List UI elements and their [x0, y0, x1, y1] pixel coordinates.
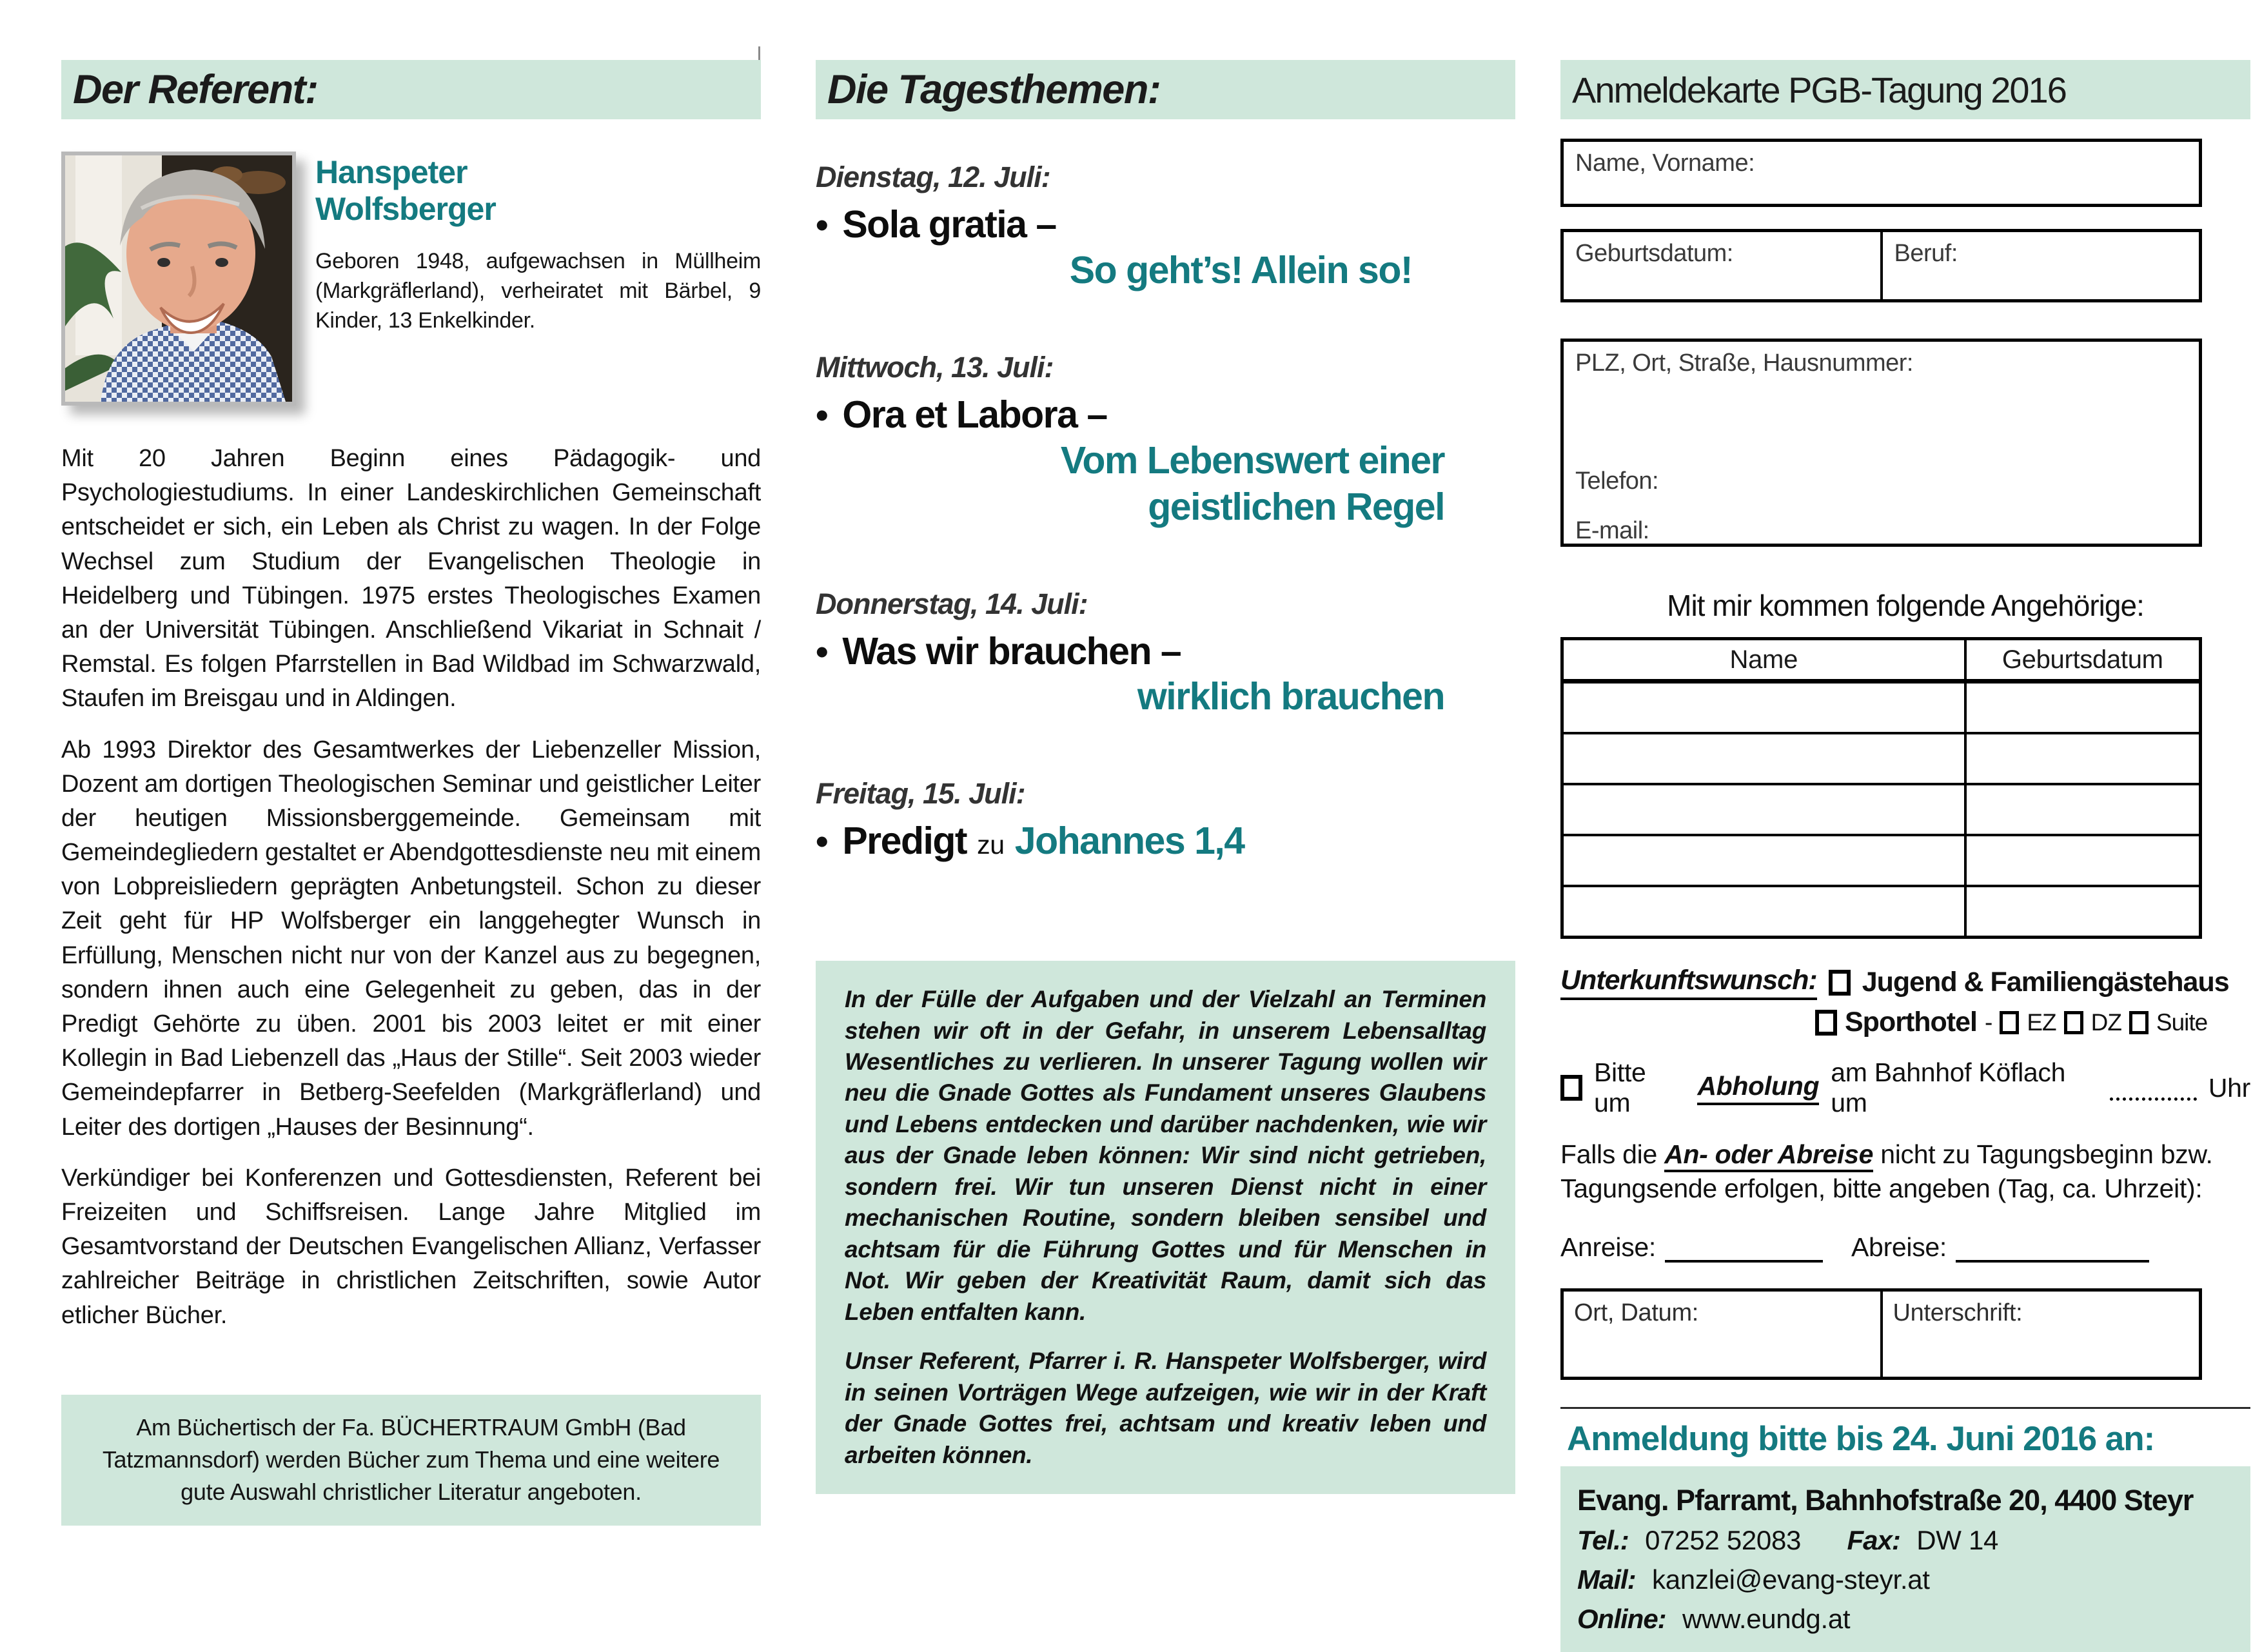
column-header-name: Name [1729, 645, 1798, 674]
day-label-dienstag: Dienstag, 12. Juli: [816, 161, 1050, 193]
referent-intro: Geboren 1948, aufgewachsen in Müllheim (Markgräflerland), verheiratet mit Bärbel, 9 Kinder, 13 Enkelkinder. [315, 249, 761, 333]
checkbox-suite[interactable] [2129, 1011, 2149, 1034]
abholung-unit: Uhr [2208, 1072, 2250, 1103]
option-ez-label: EZ [2027, 1008, 2056, 1036]
name-cell[interactable] [1564, 683, 1964, 732]
name-cell[interactable] [1564, 836, 1964, 885]
unterkunft-line [1560, 965, 2250, 1000]
companions-heading: Mit mir kommen folgende Angehörige: [1667, 589, 2144, 622]
topic-sola-gratia [816, 202, 1515, 248]
day-label-freitag: Freitag, 15. Juli: [816, 777, 1025, 811]
bullet-icon: • [816, 631, 829, 672]
bullet-icon: • [816, 394, 829, 435]
referent-photo [61, 152, 296, 406]
checkbox-dz[interactable] [2064, 1011, 2083, 1034]
checkbox-sporthotel[interactable] [1815, 1010, 1837, 1036]
anab-note-keyword: An- oder Abreise [1664, 1139, 1873, 1172]
topic-subtitle-2: geistlichen Regel [1148, 485, 1444, 528]
mail-value: kanzlei@evang-steyr.at [1652, 1564, 1930, 1595]
name-vorname-label: Name, Vorname: [1575, 150, 1755, 177]
anab-note-pre: Falls die [1560, 1139, 1657, 1169]
name-cell[interactable] [1564, 734, 1964, 783]
topic-subtitle: Vom Lebenswert einer [1060, 438, 1444, 482]
online-label: Online: [1577, 1603, 1666, 1634]
tagesthemen-header: Die Tagesthemen: [827, 67, 1161, 112]
abholung-time-blank[interactable] [2110, 1076, 2197, 1101]
topic-connector: zu [977, 830, 1005, 860]
topic-was-wir-brauchen [816, 629, 1515, 674]
referent-name: Hanspeter Wolfsberger [315, 154, 496, 227]
anmeldekarte-header-bar [1560, 60, 2250, 119]
geburtsdatum-cell[interactable] [1964, 887, 2199, 936]
deadline-heading: Anmeldung bitte bis 24. Juni 2016 an: [1567, 1419, 2155, 1458]
info-paragraph-2: Unser Referent, Pfarrer i. R. Hanspeter Wolfsberger, wird in seinen Vorträgen Wege aufzeigen, wie wir in der Kraft der Gnade Gottes frei, achtsam und kreativ leben und arbeiten können. [845, 1348, 1486, 1468]
referent-header: Der Referent: [73, 67, 318, 112]
anreise-abreise-line [1560, 1232, 2250, 1263]
day-label-mittwoch: Mittwoch, 13. Juli: [816, 350, 1054, 384]
name-cell[interactable] [1564, 887, 1964, 936]
tel-label: Tel.: [1577, 1524, 1629, 1555]
ort-datum-field[interactable] [1564, 1292, 1880, 1377]
topic-title: Predigt [842, 820, 967, 863]
contact-mail-line [1577, 1560, 2234, 1600]
name-vorname-field[interactable] [1560, 139, 2202, 207]
geburtsdatum-label: Geburtsdatum: [1575, 240, 1733, 267]
topic-title: Was wir brauchen – [842, 629, 1181, 673]
topic-subtitle: wirklich brauchen [1137, 675, 1444, 718]
fax-label: Fax: [1847, 1524, 1900, 1555]
adresse-label: PLZ, Ort, Straße, Hausnummer: [1575, 349, 1913, 377]
mail-label: Mail: [1577, 1564, 1636, 1595]
option-dz-label: DZ [2090, 1008, 2121, 1036]
topic-subtitle: So geht’s! Allein so! [1069, 248, 1412, 291]
abholung-line [1560, 1057, 2250, 1118]
table-row [1564, 783, 2199, 834]
abholung-text-pre: Bitte um [1594, 1057, 1646, 1117]
online-value: www.eundg.at [1682, 1603, 1851, 1634]
unterkunft-label: Unterkunftswunsch: [1560, 965, 1817, 1000]
book-table-note: Am Büchertisch der Fa. BÜCHERTRAUM GmbH (Bad Tatzmannsdorf) werden Bücher zum Thema und eine weitere gute Auswahl christlicher Literatur angeboten. [61, 1395, 761, 1526]
geburtsdatum-beruf-fields [1560, 229, 2202, 302]
table-row [1564, 834, 2199, 885]
companions-table-header [1564, 640, 2199, 683]
abholung-keyword: Abholung [1697, 1071, 1819, 1105]
topic-title: Ora et Labora – [842, 393, 1107, 436]
sporthotel-dash: - [1984, 1008, 1992, 1036]
anmeldekarte-column [1560, 60, 2250, 1652]
table-row [1564, 683, 2199, 732]
ort-datum-label: Ort, Datum: [1574, 1299, 1699, 1326]
referent-header-bar [61, 60, 761, 119]
contact-address: Evang. Pfarramt, Bahnhofstraße 20, 4400 Steyr [1577, 1483, 2194, 1517]
referent-paragraph-3: Verkündiger bei Konferenzen und Gottesdiensten, Referent bei Freizeiten und Schiffsreisen. Lange Jahre Mitglied im Gesamtvorstand der Deutschen Evangelischen Allianz, Verfasser zahlreicher Beiträge in christlichen Zeitschriften, sowie Autor etlicher Bücher. [61, 1164, 761, 1329]
adresse-field[interactable] [1560, 339, 2202, 547]
anab-note-post: nicht zu Tagungsbeginn bzw. Tagungsende erfolgen, bitte angeben (Tag, ca. Uhrzeit): [1560, 1139, 2213, 1204]
unterschrift-label: Unterschrift: [1893, 1299, 2023, 1326]
referent-paragraph-1: Mit 20 Jahren Beginn eines Pädagogik- und Psychologiestudiums. In einer Landeskirchlichen Gemeinschaft entscheidet er sich, ein Leben als Christ zu wagen. In der Folge Wechsel zum Studium der Evangelischen Theologie in Heidelberg und Tübingen. 1975 erstes Theologisches Examen an der Universität Tübingen. Anschließend Vikariat in Schnait / Remstal. Es folgen Pfarrstellen in Bad Wildbad im Schwarzwald, Staufen im Breisgau und in Aldingen. [61, 445, 761, 713]
bullet-icon: • [816, 204, 829, 245]
sporthotel-line [1815, 1007, 2250, 1038]
info-paragraph-1: In der Fülle der Aufgaben und der Vielzahl an Terminen stehen wir oft in der Gefahr, in unserem Lebensalltag Wesentliches zu verlieren. In unserer Tagung wollen wir neu die Gnade Gottes als Fundament unseres Glaubens und Lebens entdecken und darüber nachdenken, wie wir aus der Gnade leben können: Wir sind nicht getrieben, sondern frei. Wir tun unseren Dienst nicht in einer mechanischen Routine, sondern bleiben sensibel und achtsam für die Führung Gottes und für Menschen in Not. Wir geben der Kreativität Raum, damit sich das Leben entfalten kann. [845, 986, 1486, 1325]
beruf-field[interactable] [1880, 232, 2199, 299]
referent-photo-row [61, 152, 761, 406]
geburtsdatum-cell[interactable] [1964, 683, 2199, 732]
anreise-label: Anreise: [1560, 1232, 1657, 1262]
checkbox-abholung[interactable] [1560, 1075, 1582, 1101]
table-row [1564, 732, 2199, 783]
bullet-icon: • [816, 821, 829, 862]
tagesthemen-header-bar [816, 60, 1515, 119]
abreise-label: Abreise: [1851, 1232, 1947, 1262]
topic-predigt [816, 818, 1515, 864]
beruf-label: Beruf: [1894, 240, 1958, 267]
anreise-blank[interactable] [1665, 1235, 1823, 1263]
companions-table [1560, 637, 2202, 939]
checkbox-ez[interactable] [2000, 1011, 2019, 1034]
signature-box [1560, 1288, 2202, 1380]
anmeldekarte-header: Anmeldekarte PGB-Tagung 2016 [1572, 69, 2066, 110]
option-sporthotel-label: Sporthotel [1845, 1007, 1977, 1037]
email-label: E-mail: [1575, 517, 1649, 544]
referent-paragraph-2: Ab 1993 Direktor des Gesamtwerkes der Liebenzeller Mission, Dozent am dortigen Theologischen Seminar und geistlicher Leiter der heutigen Missionsberggemeinde. Gemeinsam mit Gemeindegliedern gestaltet er Abendgottesdienste neu mit einem von Lobpreisliedern geprägten Anbetungsteil. Schon zu dieser Zeit geht für HP Wolfsberger ein langgehegter Wunsch in Erfüllung, Menschen nicht nur von der Kanzel aus zu begegnen, sondern ihnen auch eine Gelegenheit zu geben, das in der Predigt Gehörte zu üben. 2001 bis 2003 leitet er mit einer Kollegin in Bad Liebenzell das „Haus der Stille“. Seit 2003 wieder Gemeindepfarrer in Betberg-Seefelden (Markgräflerland) und Leiter des dortigen „Hauses der Besinnung“. [61, 736, 761, 1141]
topic-ora-et-labora [816, 392, 1515, 438]
contact-online-line [1577, 1600, 2234, 1639]
abholung-text-post: am Bahnhof Köflach um [1831, 1057, 2066, 1117]
contact-box [1560, 1466, 2250, 1652]
name-cell[interactable] [1564, 785, 1964, 834]
referent-name-block [315, 152, 761, 406]
checkbox-jugend[interactable] [1829, 970, 1851, 996]
option-jugend-label: Jugend & Familiengästehaus [1862, 967, 2229, 998]
geburtsdatum-cell[interactable] [1964, 785, 2199, 834]
unterschrift-field[interactable] [1880, 1292, 2199, 1377]
topic-title: Sola gratia – [842, 203, 1056, 246]
option-suite-label: Suite [2156, 1008, 2208, 1036]
column-header-geburtsdatum: Geburtsdatum [1964, 640, 2199, 679]
contact-tel-fax-line [1577, 1521, 2234, 1560]
geburtsdatum-cell[interactable] [1964, 734, 2199, 783]
tagesthemen-column [816, 60, 1515, 1494]
abreise-blank[interactable] [1956, 1235, 2149, 1263]
topic-scripture: Johannes 1,4 [1014, 820, 1244, 863]
tel-value: 07252 52083 [1645, 1524, 1802, 1555]
telefon-label: Telefon: [1575, 467, 1659, 495]
divider-rule [1560, 1407, 2250, 1409]
tagung-info-box [816, 961, 1515, 1494]
day-label-donnerstag: Donnerstag, 14. Juli: [816, 587, 1088, 620]
fax-value: DW 14 [1916, 1524, 1999, 1555]
table-row [1564, 885, 2199, 936]
anab-note [1560, 1137, 2250, 1206]
referent-column [61, 60, 761, 1526]
geburtsdatum-cell[interactable] [1964, 836, 2199, 885]
geburtsdatum-field[interactable] [1564, 232, 1880, 299]
